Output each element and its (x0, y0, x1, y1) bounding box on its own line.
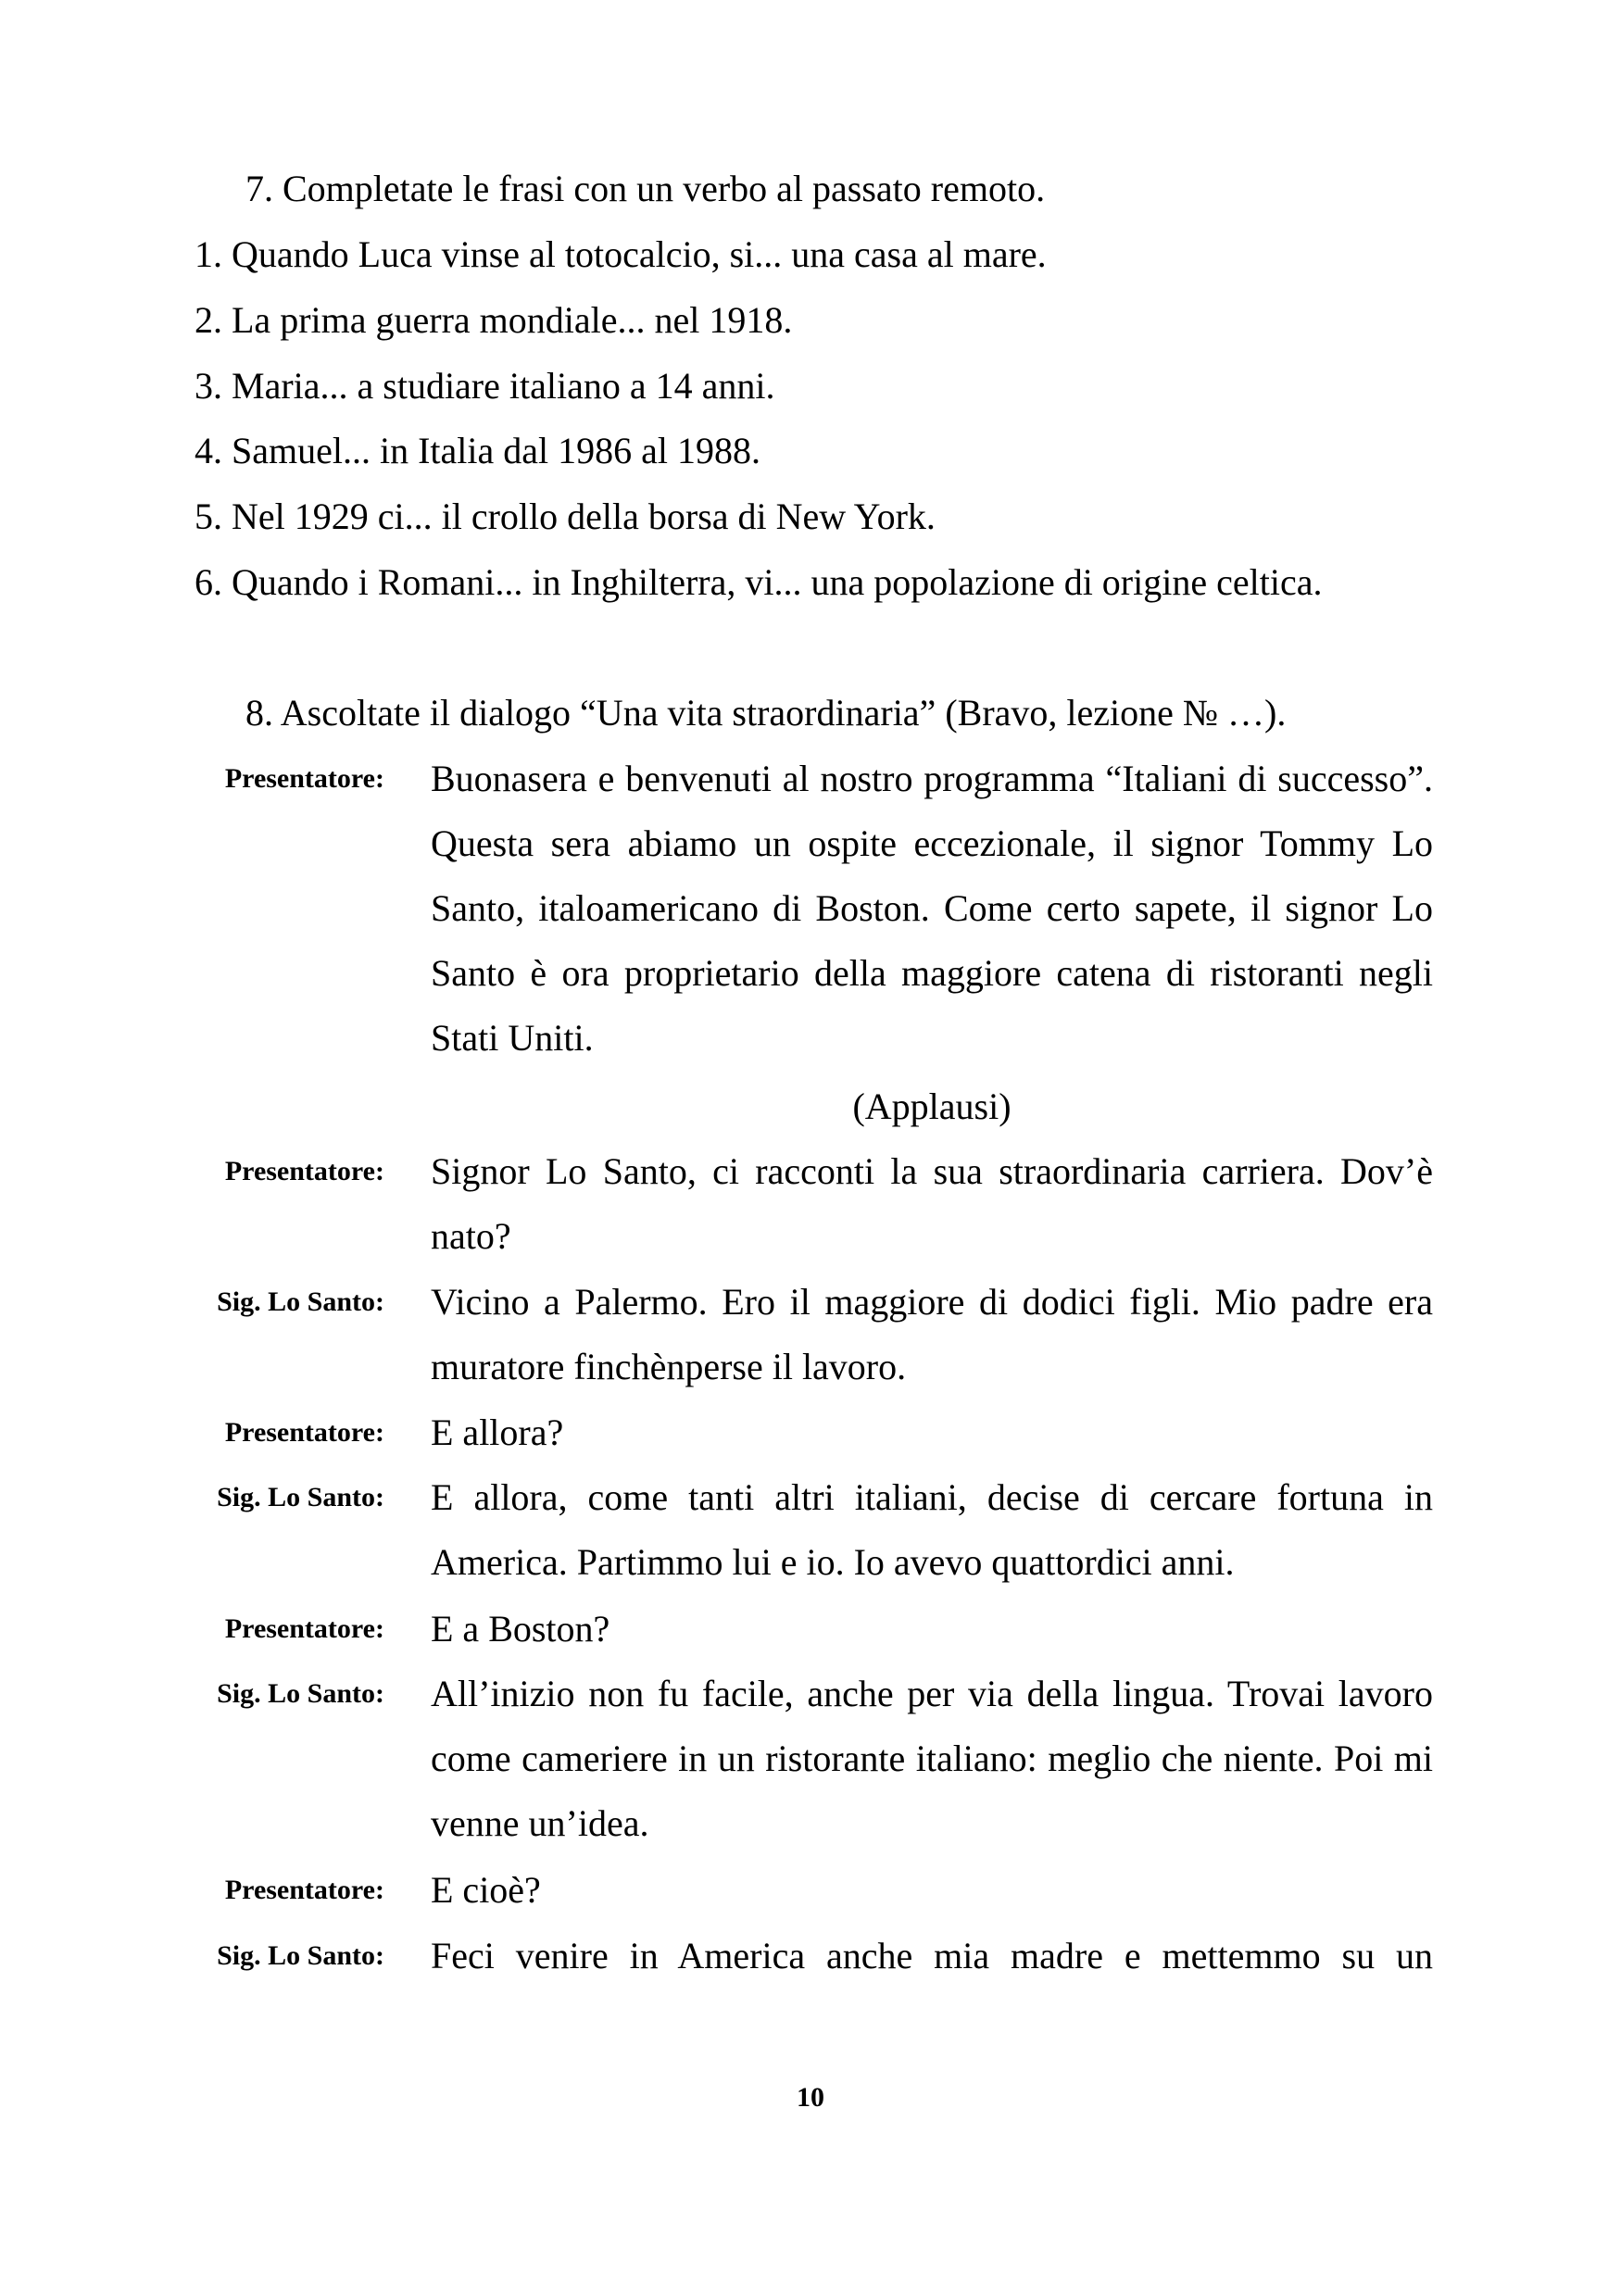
dialogue-text: Buonasera e benvenuti al nostro programma “Italiani di successo”. Questa sera abiamo un ospite eccezionale, il signor Tommy Lo Santo, italoamericano di Boston. Come certo sapete, il signor Lo Santo è ora proprietario della maggiore catena di ristoranti negli Stati Uniti. (431, 758, 1433, 1059)
speaker-label: Sig. Lo Santo: (217, 1482, 384, 1512)
exercise-8-heading: 8. Ascoltate il dialogo “Una vita straordinaria” (Bravo, lezione № …). (245, 692, 1287, 734)
page-number: 10 (797, 2082, 824, 2113)
exercise-7-item: 4. Samuel... in Italia dal 1986 al 1988. (195, 430, 760, 471)
speaker-label: Presentatore: (224, 1417, 384, 1448)
dialogue-text: E a Boston? (431, 1608, 610, 1650)
speaker-label: Presentatore: (224, 763, 384, 794)
speaker-label: Sig. Lo Santo: (217, 1286, 384, 1317)
exercise-7-item: 3. Maria... a studiare italiano a 14 anni. (195, 365, 775, 407)
speaker-label: Sig. Lo Santo: (217, 1678, 384, 1709)
exercise-7-item: 2. La prima guerra mondiale... nel 1918. (195, 299, 793, 341)
speaker-label: Sig. Lo Santo: (217, 1940, 384, 1971)
stage-direction: (Applausi) (852, 1085, 1012, 1127)
exercise-7-heading: 7. Completate le frasi con un verbo al passato remoto. (245, 168, 1046, 209)
dialogue-text: E allora, come tanti altri italiani, decise di cercare fortuna in America. Partimmo lui e io. Io avevo quattordici anni. (431, 1476, 1433, 1583)
speaker-label: Presentatore: (224, 1875, 384, 1905)
dialogue-text: Feci venire in America anche mia madre e mettemmo su un (431, 1935, 1433, 1976)
dialogue-text: Vicino a Palermo. Ero il maggiore di dodici figli. Mio padre era muratore finchènperse il lavoro. (431, 1281, 1433, 1387)
dialogue-text: E allora? (431, 1411, 564, 1453)
exercise-7-item: 5. Nel 1929 ci... il crollo della borsa di New York. (195, 496, 936, 537)
speaker-label: Presentatore: (224, 1613, 384, 1644)
dialogue-text: All’inizio non fu facile, anche per via della lingua. Trovai lavoro come cameriere in un ristorante italiano: meglio che niente. Poi mi venne un’idea. (431, 1673, 1433, 1844)
speaker-label: Presentatore: (224, 1156, 384, 1186)
dialogue-text: Signor Lo Santo, ci racconti la sua straordinaria carriera. Dov’è nato? (431, 1150, 1433, 1257)
dialogue-text: E cioè? (431, 1869, 541, 1911)
exercise-7-item: 1. Quando Luca vinse al totocalcio, si... una casa al mare. (195, 233, 1047, 275)
exercise-7-item: 6. Quando i Romani... in Inghilterra, vi... una popolazione di origine celtica. (195, 561, 1323, 603)
